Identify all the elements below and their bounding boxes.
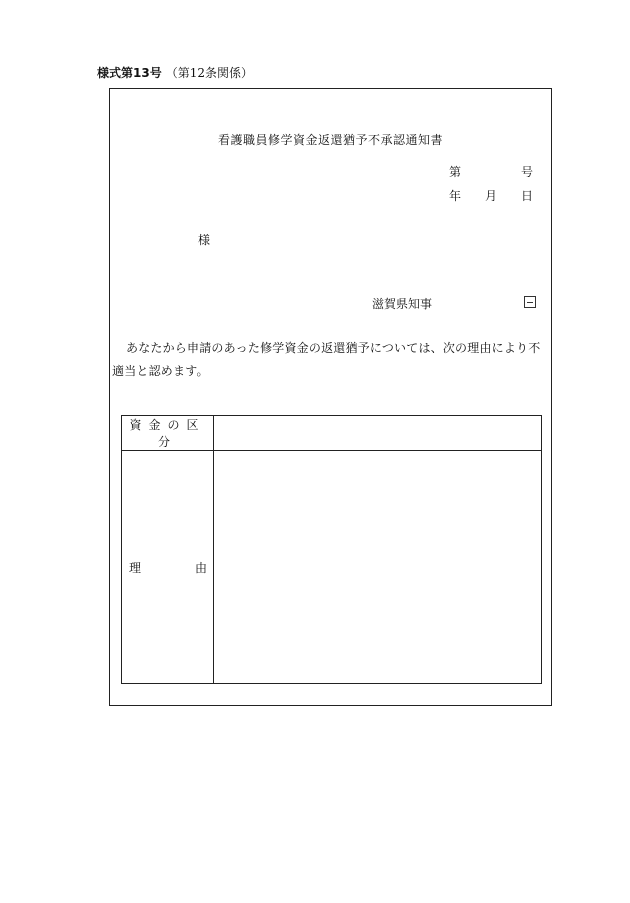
document-number-row [449,163,533,187]
date-year: 年 [449,189,462,203]
seal-icon [524,296,536,308]
date-day: 日 [520,189,533,203]
form-article-ref: （第12条関係） [165,66,253,80]
details-table [121,415,542,684]
date-month: 月 [484,189,497,203]
document-frame [109,88,552,706]
addressee-suffix: 様 [198,233,211,247]
fund-type-field[interactable] [214,416,542,451]
addressee [198,231,210,248]
form-number-header [97,64,253,81]
number-prefix: 第 [449,165,462,179]
reason-field[interactable] [214,451,542,684]
body-text: あなたから申請のあった修学資金の返還猶予については、次の理由により不適当と認めます。 [112,341,541,378]
reason-label-right: 由 [194,560,207,575]
reason-label-left: 理 [129,560,142,575]
date-row [449,187,533,211]
number-suffix: 号 [520,165,533,179]
reason-label [122,451,214,684]
sender-name: 滋賀県知事 [372,297,433,311]
document-number-date [449,163,533,211]
reason-row [122,451,542,684]
document-title: 看護職員修学資金返還猶予不承認通知書 [217,133,443,147]
fund-type-row [122,416,542,451]
form-number: 様式第13号 [97,66,162,80]
fund-type-label: 資金の区分 [122,416,214,451]
sender-line [372,295,536,312]
